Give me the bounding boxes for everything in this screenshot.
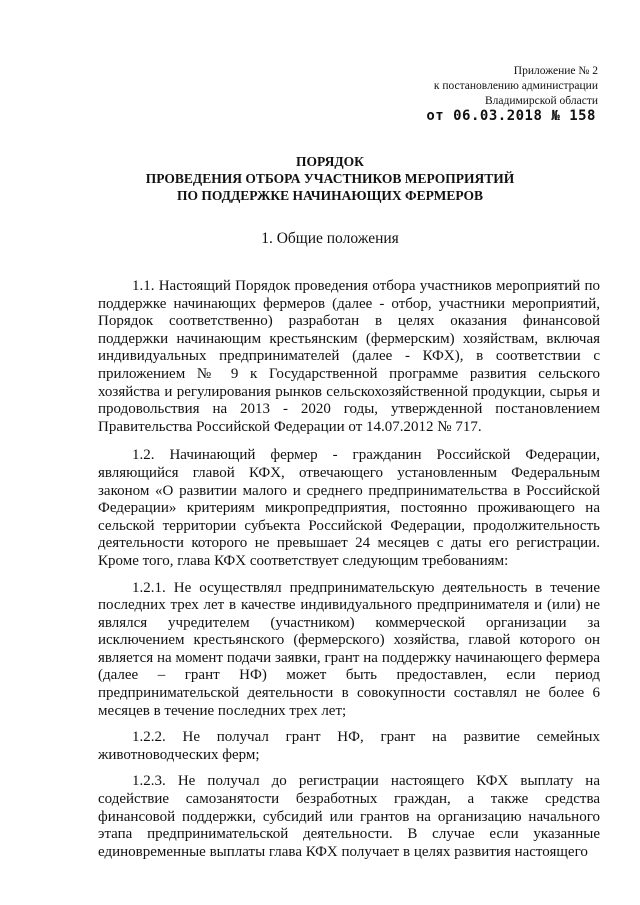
document-body <box>98 278 600 861</box>
paragraph-1-1: 1.1. Настоящий Порядок проведения отбора участников мероприятий по поддержке начинающих фермеров (далее - отбор, участники мероприятий, Порядок соответственно) разработан в целях оказания финансовой поддержки начинающим крестьянским (фермерским) хозяйствам, включая индивидуальных предпринимателей (далее - КФХ), в соответствии с приложением № 9 к Государственной программе развития сельского хозяйства и регулирования рынков сельскохозяйственной продукции, сырья и продовольствия на 2013 - 2020 годы, утвержденной постановлением Правительства Российской Федерации от 14.07.2012 № 717. <box>98 278 600 435</box>
paragraph-1-2: 1.2. Начинающий фермер - гражданин Российской Федерации, являющийся главой КФХ, отвечающего установленным Федеральным законом «О развитии малого и среднего предпринимательства в Российской Федерации» критериям микропредприятия, постоянно проживающего на сельской территории субъекта Российской Федерации, продолжительность деятельности которого не превышает 24 месяцев с даты его регистрации. Кроме того, глава КФХ соответствует следующим требованиям: <box>98 447 600 569</box>
paragraph-1-2-1: 1.2.1. Не осуществлял предпринимательскую деятельность в течение последних трех лет в качестве индивидуального предпринимателя и (или) не являлся учредителем (участником) коммерческой организации за исключением крестьянского (фермерского) хозяйства, главой которого он является на момент подачи заявки, грант на поддержку начинающего фермера (далее – грант НФ) может быть предоставлен, если период предпринимательской деятельности в совокупности составлял не более 6 месяцев в течение последних трех лет; <box>98 579 600 719</box>
paragraph-1-2-2: 1.2.2. Не получал грант НФ, грант на развитие семейных животноводческих ферм; <box>98 729 600 763</box>
title-line-2: ПРОВЕДЕНИЯ ОТБОРА УЧАСТНИКОВ МЕРОПРИЯТИЙ <box>145 171 515 186</box>
section-heading: 1. Общие положения <box>261 230 399 247</box>
decree-date-number: от 06.03.2018 № 158 <box>426 108 596 124</box>
annex-decree-ref: к постановлению администрации <box>433 80 598 92</box>
title-line-3: ПО ПОДДЕРЖКЕ НАЧИНАЮЩИХ ФЕРМЕРОВ <box>176 188 484 203</box>
document-title <box>60 153 600 204</box>
annex-header <box>338 64 598 109</box>
annex-region: Владимирской области <box>484 95 598 107</box>
paragraph-1-2-3: 1.2.3. Не получал до регистрации настоящего КФХ выплату на содействие самозанятости безработных граждан, а также средства финансовой поддержки, субсидий или грантов на организацию начального этапа предпринимательской деятельности. В случае если указанные единовременные выплаты глава КФХ получает в целях развития настоящего <box>98 773 600 860</box>
title-line-1: ПОРЯДОК <box>296 154 364 169</box>
annex-number: Приложение № 2 <box>513 65 598 77</box>
